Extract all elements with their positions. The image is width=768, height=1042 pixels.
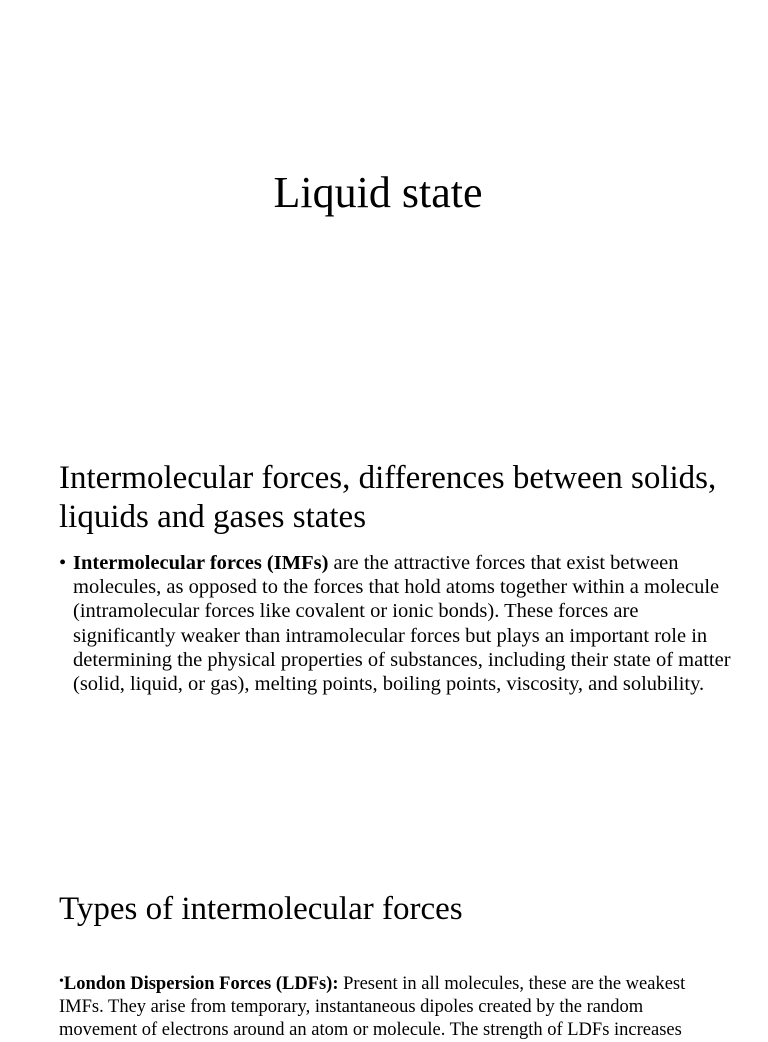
imf-term: Intermolecular forces (IMFs): [73, 552, 329, 574]
bullet-icon: •: [59, 552, 67, 574]
bullet-icon: •: [59, 974, 64, 989]
ldf-bullet-paragraph: [59, 970, 715, 1042]
ldf-description: Present in all molecules, these are the weakest IMFs. They arise from temporary, instantaneous dipoles created by the random movement of electrons around an atom or molecule. The strength of LDFs increases: [59, 974, 686, 1040]
ldf-term: London Dispersion Forces (LDFs):: [63, 974, 339, 994]
slide-title: Liquid state: [273, 168, 483, 217]
imf-description: are the attractive forces that exist between molecules, as opposed to the forces that hold atoms together within a molecule (intramolecular forces like covalent or ionic bonds). These forces are significantly weaker than intramolecular forces but plays an important role in determining the physical properties of substances, including their state of matter (solid, liquid, or gas), melting points, boiling points, viscosity, and solubility.: [73, 552, 731, 696]
imf-bullet-paragraph: [59, 551, 733, 696]
section-heading-types: Types of intermolecular forces: [59, 891, 463, 927]
section-heading-imf: Intermolecular forces, differences between solids, liquids and gases states: [59, 460, 717, 535]
